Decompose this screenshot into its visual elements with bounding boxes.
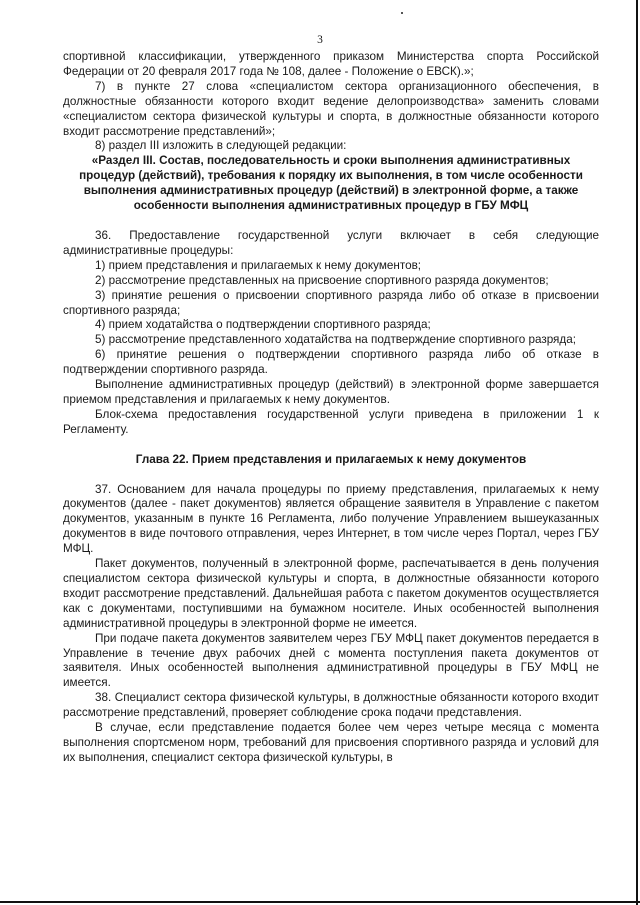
section-paragraph: Выполнение административных процедур (действий) в электронной форме завершается приемом представления и прилагаемых к нему документов. xyxy=(63,378,599,406)
section-paragraph: 1) прием представления и прилагаемых к нему документов; xyxy=(95,258,422,272)
section-paragraph: Блок-схема предоставления государственной услуги приведена в приложении 1 к Регламенту. xyxy=(63,407,599,436)
page-number: 3 xyxy=(317,34,323,46)
intro-paragraph-3: 8) раздел III изложить в следующей редакции: xyxy=(95,139,347,153)
chapter-paragraph: 38. Специалист сектора физической культуры, в должностные обязанности которого входит рассмотрение представлений, проверяет соблюдение срока подачи представления. xyxy=(63,691,599,720)
chapter-paragraph: Пакет документов, полученный в электронной форме, распечатывается в день получения специалистом сектора физической культуры и спорта, в должностные обязанности которого входит рассмотрение представлений. Дальнейшая работа с пакетом документов осуществляется как с документами, поступившими на бумажном носителе. Иных особенностей выполнения административной процедуры в электронной форме не имеется. xyxy=(63,557,599,630)
chapter-paragraph: При подаче пакета документов заявителем через ГБУ МФЦ пакет документов передается в Управление в течение двух рабочих дней с момента поступления пакета документов от заявителя. Иных особенностей выполнения административной процедуры в ГБУ МФЦ не имеется. xyxy=(63,631,599,690)
document-body xyxy=(63,50,599,766)
chapter-title: Глава 22. Прием представления и прилагаемых к нему документов xyxy=(135,452,527,466)
chapter-paragraph: 37. Основанием для начала процедуры по приему представления, прилагаемых к нему документов (далее - пакет документов) является обращение заявителя в Управление с пакетом документов, указанным в пункте 16 Регламента, либо получение Управлением вышеуказанных документов в виде почтового отправления, через Интернет, в том числе через Портал, через ГБУ МФЦ. xyxy=(63,482,599,556)
section-paragraph: 6) принятие решения о подтверждении спортивного разряда либо об отказе в подтверждении спортивного разряда. xyxy=(63,348,599,377)
section-paragraph: 5) рассмотрение представленного ходатайства на подтверждение спортивного разряда; xyxy=(95,333,576,347)
scan-edge-bottom xyxy=(0,901,640,903)
scan-edge-right xyxy=(636,0,638,905)
scan-speck xyxy=(401,12,403,14)
intro-paragraph-2: 7) в пункте 27 слова «специалистом сектора организационного обеспечения, в должностные обязанности которого входит ведение делопроизводства» заменить словами «специалистом сектора физической культуры и спорта, в должностные обязанности которого входит рассмотрение представлений»; xyxy=(63,79,599,138)
chapter-paragraph: В случае, если представление подается более чем через четыре месяца с момента выполнения спортсменом норм, требований для присвоения спортивного разряда и условий для их выполнения, специалист сектора физической культуры, в xyxy=(63,721,599,764)
intro-paragraph-1: спортивной классификации, утвержденного приказом Министерства спорта Российской Федерации от 20 февраля 2017 года № 108, далее - Положение о ЕВСК).»; xyxy=(63,50,599,78)
section-paragraph: 2) рассмотрение представленных на присвоение спортивного разряда документов; xyxy=(95,273,549,287)
section-paragraph: 36. Предоставление государственной услуги включает в себя следующие административные процедуры: xyxy=(63,228,599,257)
section-title: «Раздел III. Состав, последовательность и сроки выполнения административных процедур (действий), требования к порядку их выполнения, в том числе особенности выполнения административных процедур (действий) в электронной форме, а также особенности выполнения административных процедур в ГБУ МФЦ xyxy=(79,154,583,213)
section-paragraph: 3) принятие решения о присвоении спортивного разряда либо об отказе в присвоении спортивного разряда; xyxy=(63,288,599,317)
section-paragraph: 4) прием ходатайства о подтверждении спортивного разряда; xyxy=(95,318,431,332)
